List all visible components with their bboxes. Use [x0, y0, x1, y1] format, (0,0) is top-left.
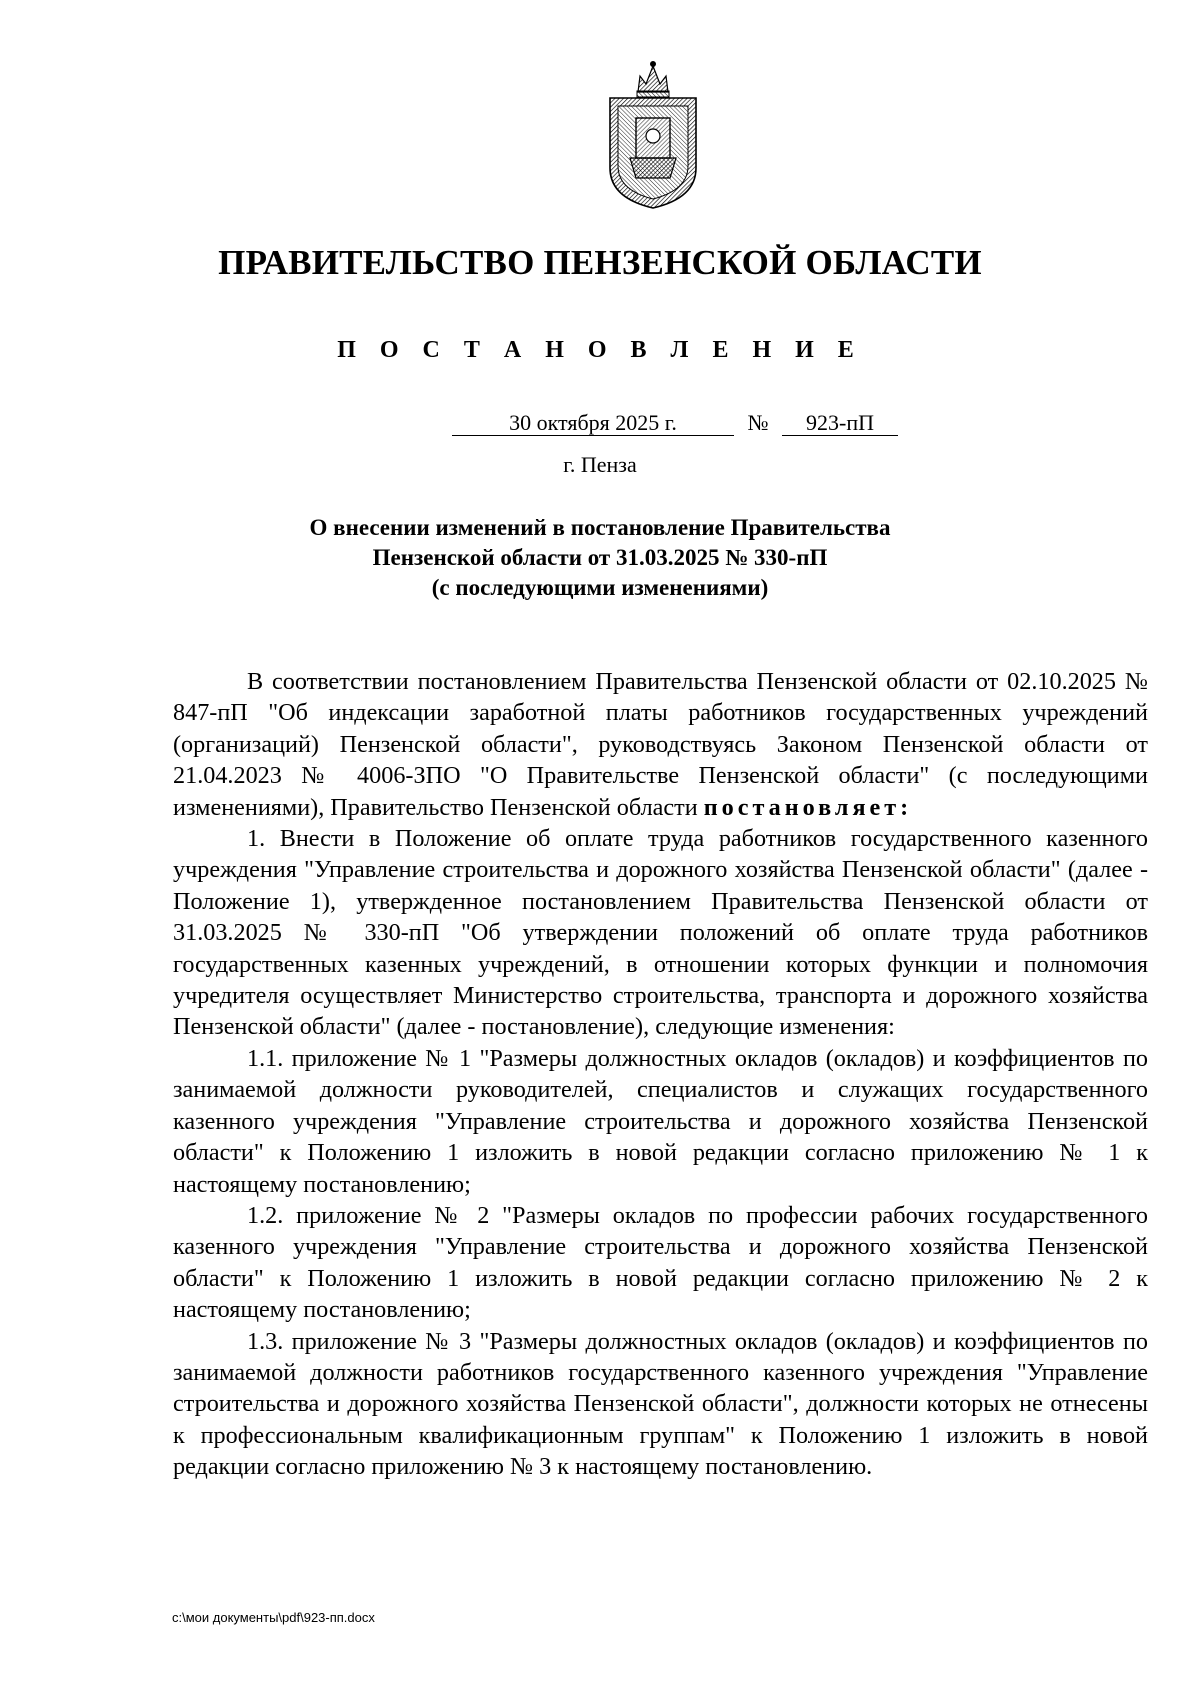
document-type: П О С Т А Н О В Л Е Н И Е [337, 337, 863, 363]
item-1-1-paragraph: 1.1. приложение № 1 "Размеры должностных окладов (окладов) и коэффициентов по занимаемой должности руководителей, специалистов и служащих государственного казенного учреждения "Управление строительства и дорожного хозяйства Пензенской области" к Положению 1 изложить в новой редакции согласно приложению № 1 к настоящему постановлению; [173, 1044, 1148, 1198]
city: г. Пенза [563, 452, 637, 477]
document-number: 923-пП [782, 411, 898, 436]
preamble-text: В соответствии постановлением Правительства Пензенской области от 02.10.2025 № 847-пП "Об индексации заработной платы работников государственных учреждений (организаций) Пензенской области", руководствуясь Законом Пензенской области от 21.04.2023 № 4006-ЗПО "О Правительстве Пензенской области" (с последующими изменениями), Правительство Пензенской области [173, 668, 1148, 821]
coat-of-arms-icon [604, 58, 702, 210]
subject-line-1: О внесении изменений в постановление Правительства [309, 515, 891, 540]
document-date: 30 октября 2025 г. [452, 411, 734, 436]
preamble-paragraph [173, 666, 1148, 823]
footer-file-path: c:\мои документы\pdf\923-пп.docx [172, 1610, 375, 1625]
item-1-paragraph: 1. Внести в Положение об оплате труда работников государственного казенного учреждения "Управление строительства и дорожного хозяйства Пензенской области" (далее - Положение 1), утвержденное постановлением Правительства Пензенской области от 31.03.2025 № 330-пП "Об утверждении положений об оплате труда работников государственных казенных учреждений, в отношении которых функции и полномочия учредителя осуществляет Министерство строительства, транспорта и дорожного хозяйства Пензенской области" (далее - постановление), следующие изменения: [173, 825, 1148, 1041]
document-body [173, 666, 1148, 1483]
subject-line-3: (с последующими изменениями) [431, 575, 769, 600]
item-1-2-paragraph: 1.2. приложение № 2 "Размеры окладов по профессии рабочих государственного казенного учреждения "Управление строительства и дорожного хозяйства Пензенской области" к Положению 1 изложить в новой редакции согласно приложению № 2 к настоящему постановлению; [173, 1201, 1148, 1324]
resolves-word: постановляет: [703, 793, 913, 821]
item-1-3-paragraph: 1.3. приложение № 3 "Размеры должностных окладов (окладов) и коэффициентов по занимаемой должности работников государственного казенного учреждения "Управление строительства и дорожного хозяйства Пензенской области", должности которых не отнесены к профессиональным квалификационным группам" к Положению 1 изложить в новой редакции согласно приложению № 3 к настоящему постановлению. [173, 1327, 1148, 1481]
government-title: ПРАВИТЕЛЬСТВО ПЕНЗЕНСКОЙ ОБЛАСТИ [218, 243, 982, 282]
number-sign: № [747, 410, 769, 435]
document-subject [0, 513, 1200, 603]
subject-line-2: Пензенской области от 31.03.2025 № 330-пП [372, 545, 828, 570]
date-number-line [452, 410, 898, 440]
